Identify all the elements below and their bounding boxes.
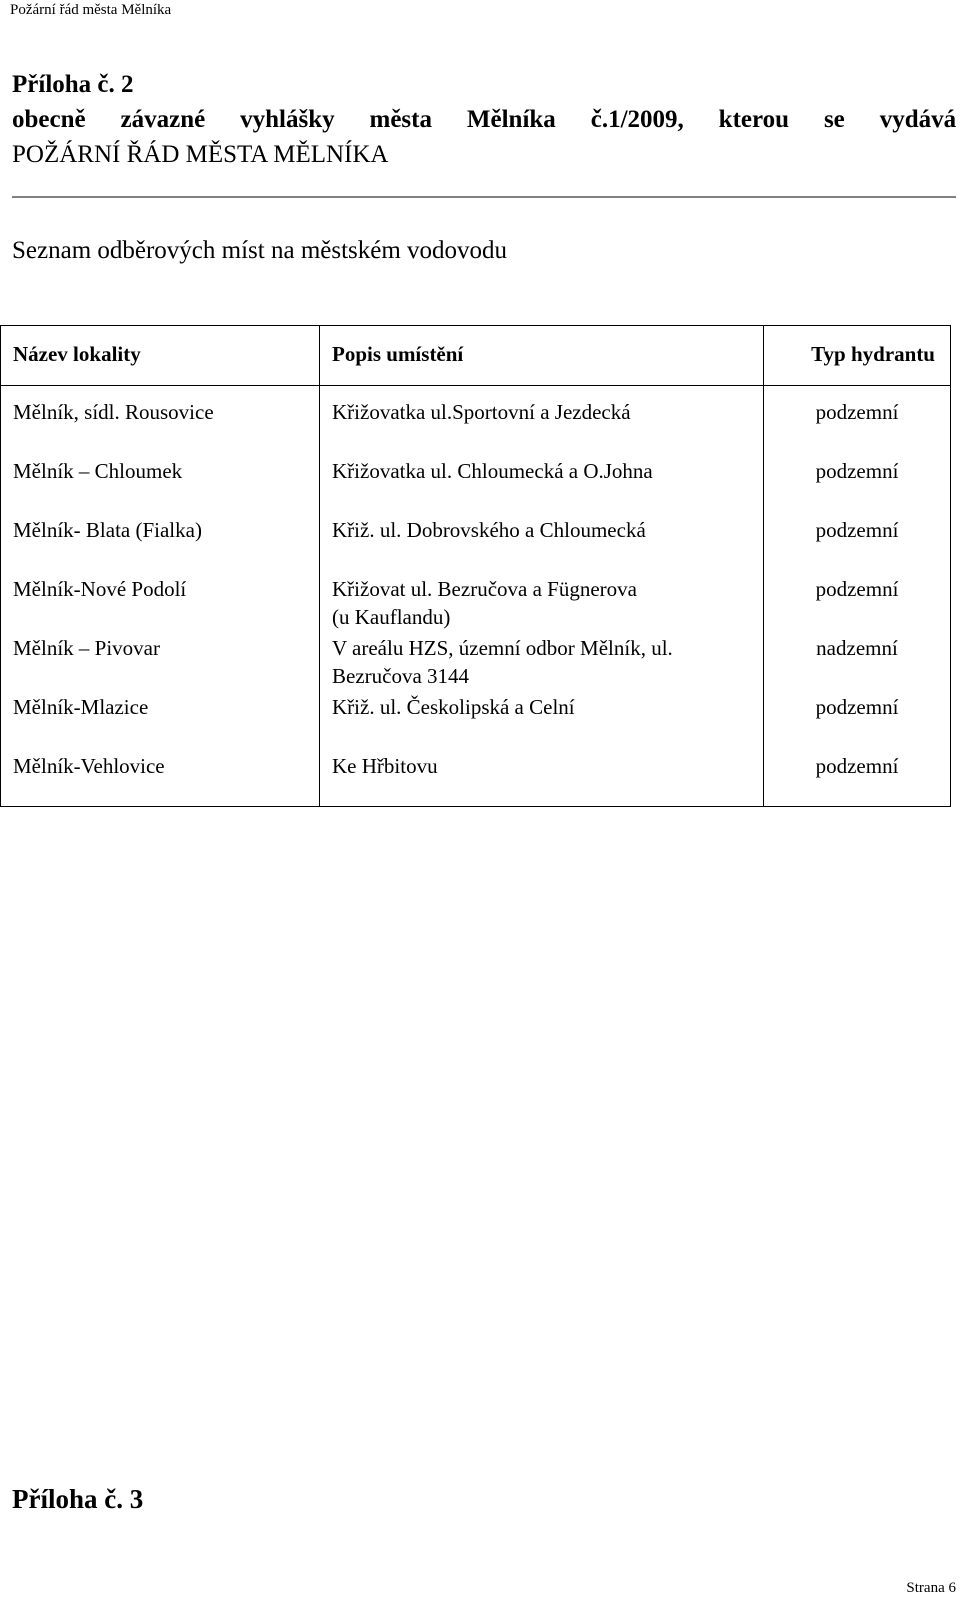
description-line: Křižovat ul. Bezručova a Fügnerova [332, 577, 637, 601]
annex-2-title: Příloha č. 2 [12, 71, 134, 98]
cell-locality: Mělník-Nové Podolí [13, 577, 187, 601]
cell-hydrant-type: podzemní [815, 754, 899, 778]
cell-description [332, 693, 575, 721]
cell-description [332, 457, 653, 485]
cell-description [332, 752, 438, 780]
header-locality: Název lokality [13, 342, 141, 366]
hydrant-table [0, 325, 951, 807]
description-line: Křiž. ul. Českolipská a Celní [332, 695, 575, 719]
cell-locality: Mělník-Vehlovice [13, 754, 165, 778]
cell-hydrant-type: podzemní [815, 577, 899, 601]
description-line: Bezručova 3144 [332, 664, 470, 688]
decree-line [12, 105, 956, 135]
description-line: Ke Hřbitovu [332, 754, 438, 778]
cell-locality: Mělník- Blata (Fialka) [13, 518, 202, 542]
cell-hydrant-type: podzemní [815, 400, 899, 424]
cell-description [332, 398, 631, 426]
cell-locality: Mělník-Mlazice [13, 695, 149, 719]
page-number: Strana 6 [906, 1580, 956, 1596]
column-divider [319, 326, 320, 806]
cell-hydrant-type: nadzemní [816, 636, 898, 660]
cell-hydrant-type: podzemní [815, 459, 899, 483]
decree-word: vydává [879, 106, 957, 133]
header-divider [1, 385, 950, 386]
cell-description [332, 634, 673, 690]
header-hydrant-type: Typ hydrantu [811, 342, 935, 366]
decree-word: závazné [120, 106, 206, 133]
cell-locality: Mělník – Pivovar [13, 636, 160, 660]
decree-word: Mělníka [466, 106, 556, 133]
decree-word: obecně [12, 106, 86, 133]
decree-word: vyhlášky [240, 106, 335, 133]
horizontal-rule [12, 196, 956, 198]
cell-hydrant-type: podzemní [815, 695, 899, 719]
decree-word: č.1/2009, [590, 106, 684, 133]
header-description: Popis umístění [332, 342, 464, 366]
annex-3-title: Příloha č. 3 [12, 1484, 144, 1514]
cell-locality: Mělník – Chloumek [13, 459, 183, 483]
fire-order-title: POŽÁRNÍ ŘÁD MĚSTA MĚLNÍKA [12, 141, 389, 168]
description-line: Křiž. ul. Dobrovského a Chloumecká [332, 518, 646, 542]
section-title: Seznam odběrových míst na městském vodovodu [12, 237, 508, 264]
decree-word: města [369, 106, 432, 133]
description-line: Křižovatka ul.Sportovní a Jezdecká [332, 400, 631, 424]
cell-locality: Mělník, sídl. Rousovice [13, 400, 214, 424]
cell-description [332, 575, 637, 631]
decree-word: kterou [718, 106, 790, 133]
running-header: Požární řád města Mělníka [10, 2, 172, 18]
description-line: Křižovatka ul. Chloumecká a O.Johna [332, 459, 653, 483]
decree-word: se [823, 106, 845, 133]
description-line: (u Kauflandu) [332, 605, 451, 629]
cell-hydrant-type: podzemní [815, 518, 899, 542]
cell-description [332, 516, 646, 544]
description-line: V areálu HZS, územní odbor Mělník, ul. [332, 636, 673, 660]
